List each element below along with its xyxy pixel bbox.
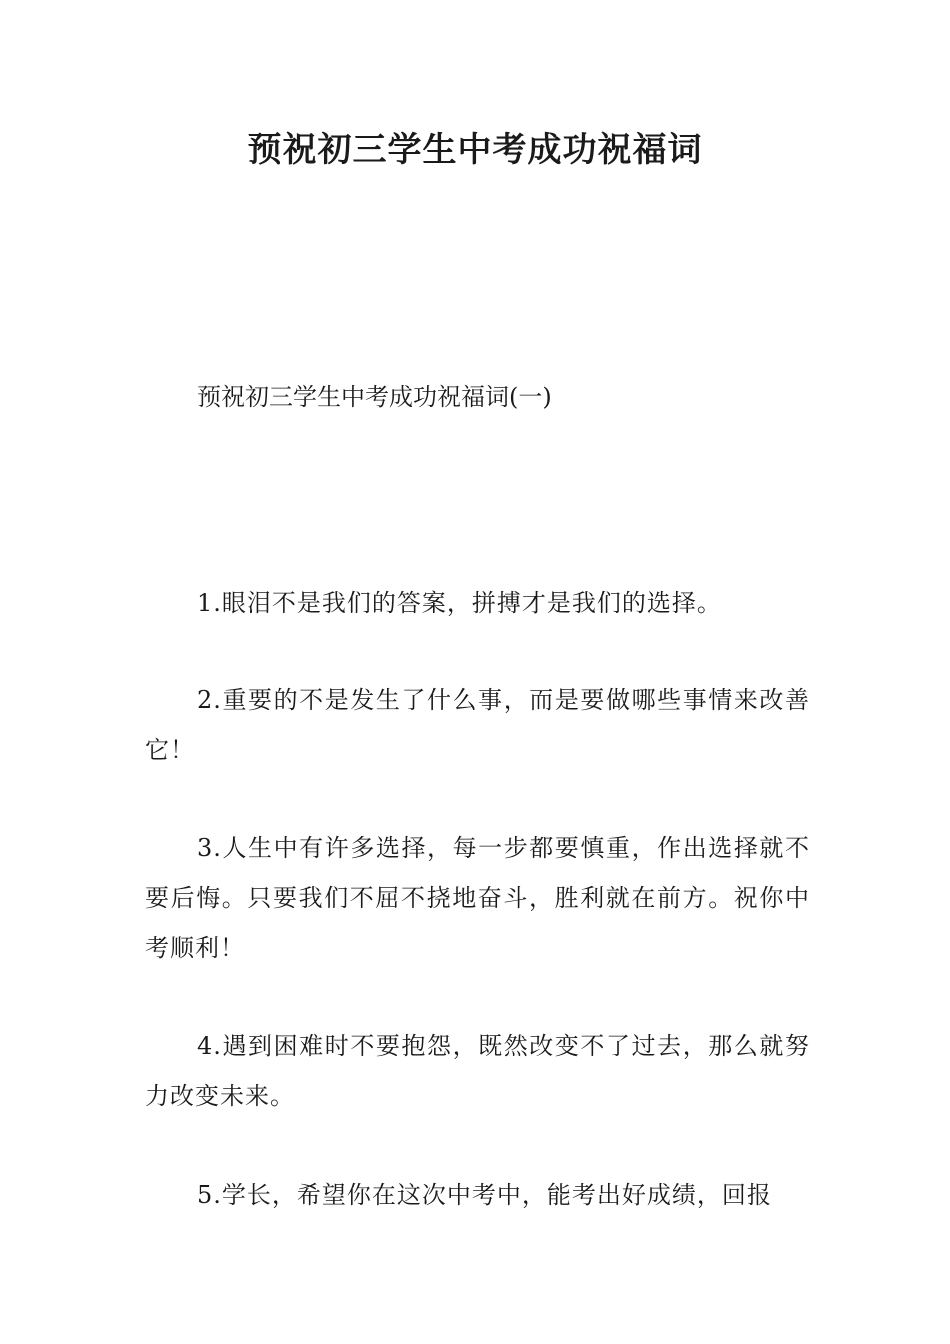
blessing-item-4: 4.遇到困难时不要抱怨，既然改变不了过去，那么就努力改变未来。	[145, 1032, 810, 1110]
blessing-item-3: 3.人生中有许多选择，每一步都要慎重，作出选择就不要后悔。只要我们不屈不挠地奋斗，胜利就在前方。祝你中考顺利！	[145, 834, 810, 962]
blessing-item-5: 5.学长，希望你在这次中考中，能考出好成绩，回报	[197, 1181, 772, 1209]
blessing-item-1: 1.眼泪不是我们的答案，拼搏才是我们的选择。	[197, 589, 722, 617]
document-title: 预祝初三学生中考成功祝福词	[247, 130, 703, 170]
section-heading: 预祝初三学生中考成功祝福词(一)	[197, 383, 552, 411]
blessing-item-2: 2.重要的不是发生了什么事，而是要做哪些事情来改善它！	[145, 686, 810, 764]
